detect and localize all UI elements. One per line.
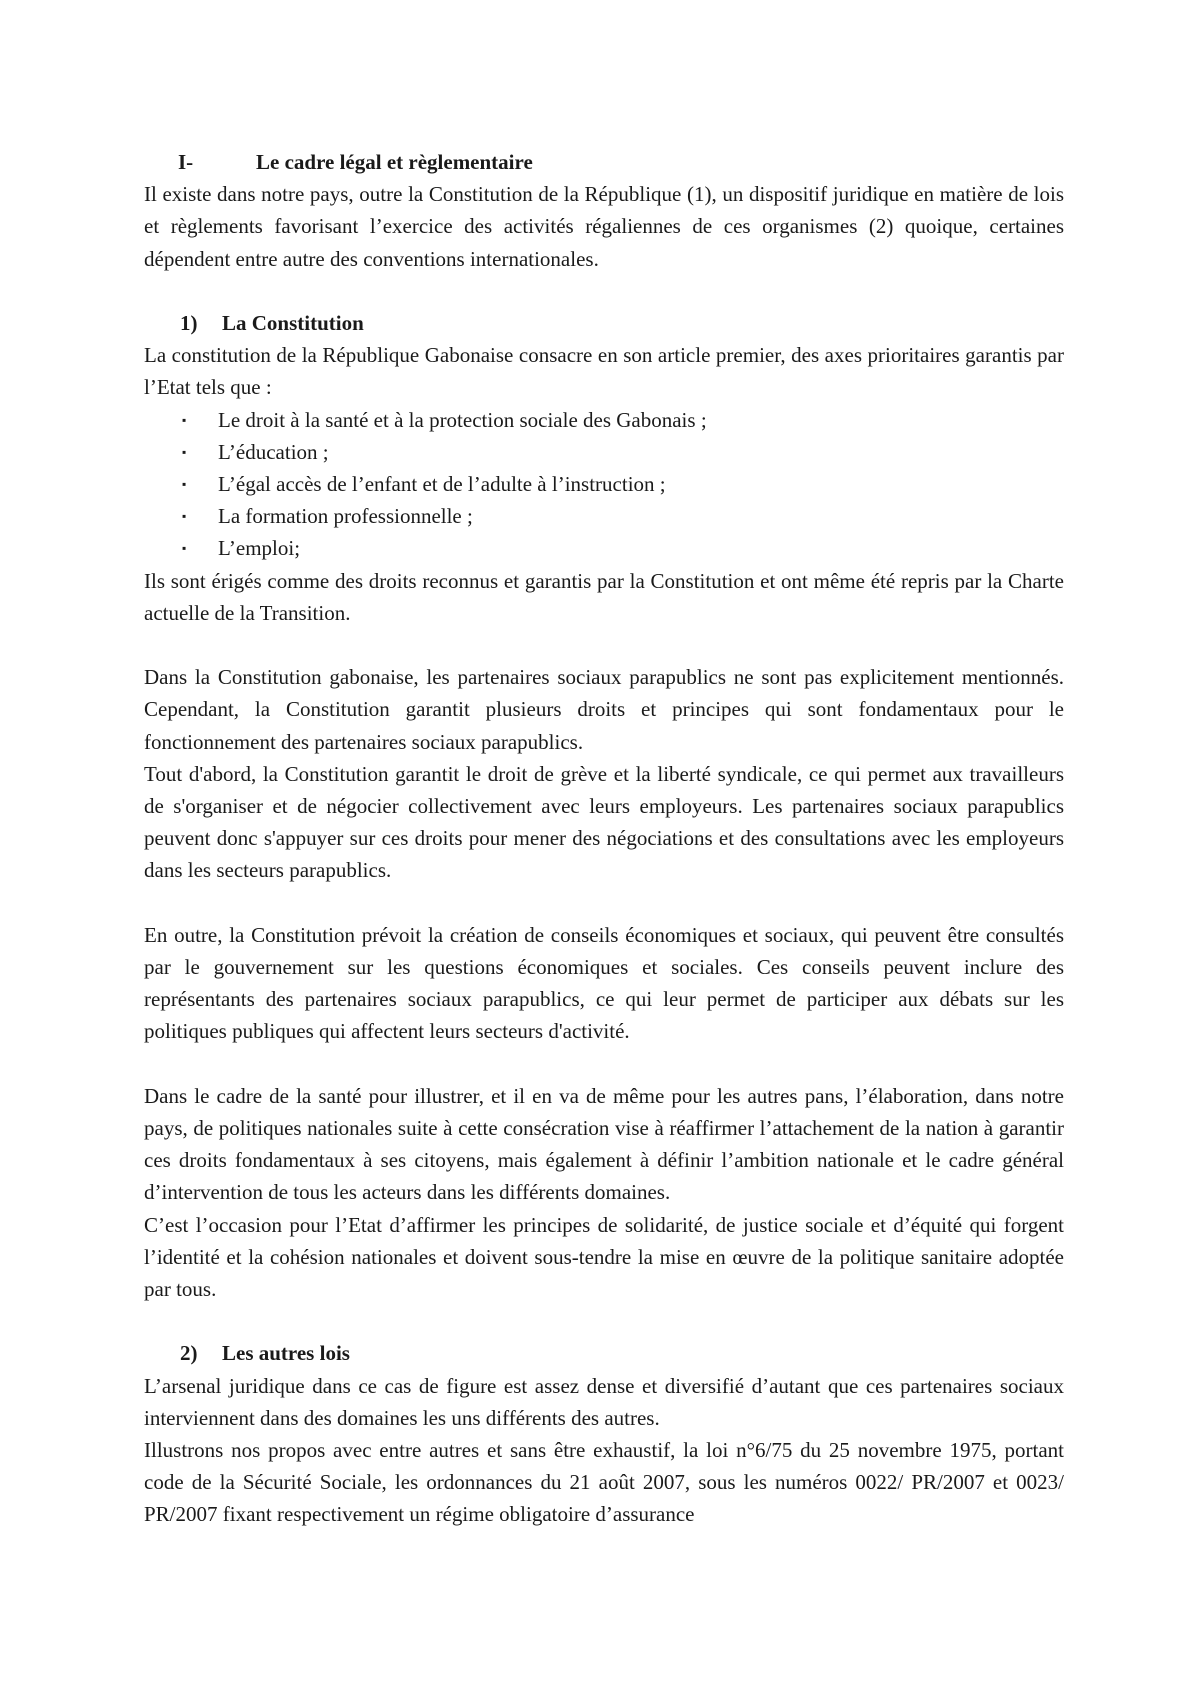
rights-list xyxy=(144,404,1064,565)
subsection-heading-other-laws xyxy=(180,1337,1064,1369)
spacer xyxy=(144,1305,1064,1337)
constitution-intro-paragraph: La constitution de la République Gabonaise consacre en son article premier, des axes prioritaires garantis par l’Etat tels que : xyxy=(144,343,1064,400)
subsection-number: 1) xyxy=(180,310,198,335)
section-number: I- xyxy=(178,150,194,174)
list-item-text: L’emploi; xyxy=(218,536,301,561)
subsection-heading-constitution xyxy=(180,307,1064,339)
after-bullets-paragraph: Ils sont érigés comme des droits reconnus et garantis par la Constitution et ont même été repris par la Charte actuelle de la Transition. xyxy=(144,568,1064,625)
constitution-paragraph-2: Tout d'abord, la Constitution garantit le droit de grève et la liberté syndicale, ce qui permet aux travailleurs de s'organiser et de négocier collectivement avec leurs employeurs. Les partenaires sociaux parapublics peuvent donc s'appuyer sur ces droits pour mener des négociations et des consultations avec les employeurs dans les secteurs parapublics. xyxy=(144,761,1064,883)
spacer xyxy=(144,275,1064,307)
list-item xyxy=(144,468,1064,500)
spacer xyxy=(144,887,1064,919)
spacer xyxy=(144,629,1064,661)
subsection-number: 2) xyxy=(180,1341,198,1366)
list-item-text: L’égal accès de l’enfant et de l’adulte à l’instruction ; xyxy=(218,471,666,496)
list-item-text: L’éducation ; xyxy=(218,439,329,464)
list-item xyxy=(144,436,1064,468)
subsection-title: La Constitution xyxy=(222,310,364,335)
square-bullet-icon: ▪ xyxy=(182,541,187,556)
constitution-paragraph-1: Dans la Constitution gabonaise, les partenaires sociaux parapublics ne sont pas explicitement mentionnés. Cependant, la Constitution garantit plusieurs droits et principes qui sont fondamentaux pour le fonctionnement des partenaires sociaux parapublics. xyxy=(144,665,1064,754)
list-item-text: Le droit à la santé et à la protection sociale des Gabonais ; xyxy=(218,407,707,432)
constitution-paragraph-3: En outre, la Constitution prévoit la création de conseils économiques et sociaux, qui peuvent être consultés par le gouvernement sur les questions économiques et sociales. Ces conseils peuvent inclure des représentants des partenaires sociaux parapublics, ce qui leur permet de participer aux débats sur les politiques publiques qui affectent leurs secteurs d'activité. xyxy=(144,922,1064,1044)
square-bullet-icon: ▪ xyxy=(182,444,187,459)
list-item-text: La formation professionnelle ; xyxy=(218,504,473,529)
subsection-title: Les autres lois xyxy=(222,1341,350,1366)
section-heading xyxy=(178,146,1064,178)
section-intro-paragraph: Il existe dans notre pays, outre la Constitution de la République (1), un dispositif juridique en matière de lois et règlements favorisant l’exercice des activités régaliennes de ces organismes (2) quoique, certaines dépendent entre autre des conventions internationales. xyxy=(144,182,1064,271)
square-bullet-icon: ▪ xyxy=(182,509,187,524)
other-laws-paragraph-1: L’arsenal juridique dans ce cas de figure est assez dense et diversifié d’autant que ces partenaires sociaux interviennent dans des domaines les uns différents des autres. xyxy=(144,1373,1064,1430)
square-bullet-icon: ▪ xyxy=(182,412,187,427)
list-item xyxy=(144,404,1064,436)
square-bullet-icon: ▪ xyxy=(182,476,187,491)
list-item xyxy=(144,532,1064,564)
section-title: Le cadre légal et règlementaire xyxy=(256,150,533,174)
other-laws-paragraph-2: Illustrons nos propos avec entre autres et sans être exhaustif, la loi n°6/75 du 25 novembre 1975, portant code de la Sécurité Sociale, les ordonnances du 21 août 2007, sous les numéros 0022/ PR/2007 et 0023/ PR/2007 fixant respectivement un régime obligatoire d’assurance xyxy=(144,1437,1064,1527)
list-item xyxy=(144,500,1064,532)
spacer xyxy=(144,1048,1064,1080)
constitution-paragraph-5: C’est l’occasion pour l’Etat d’affirmer les principes de solidarité, de justice sociale et d’équité qui forgent l’identité et la cohésion nationales et doivent sous-tendre la mise en œuvre de la politique sanitaire adoptée par tous. xyxy=(144,1212,1064,1301)
document-page xyxy=(144,146,1064,1531)
constitution-paragraph-4: Dans le cadre de la santé pour illustrer, et il en va de même pour les autres pans, l’élaboration, dans notre pays, de politiques nationales suite à cette consécration vise à réaffirmer l’attachement de la nation à garantir ces droits fondamentaux à ses citoyens, mais également à définir l’ambition nationale et le cadre général d’intervention de tous les acteurs dans les différents domaines. xyxy=(144,1083,1064,1205)
